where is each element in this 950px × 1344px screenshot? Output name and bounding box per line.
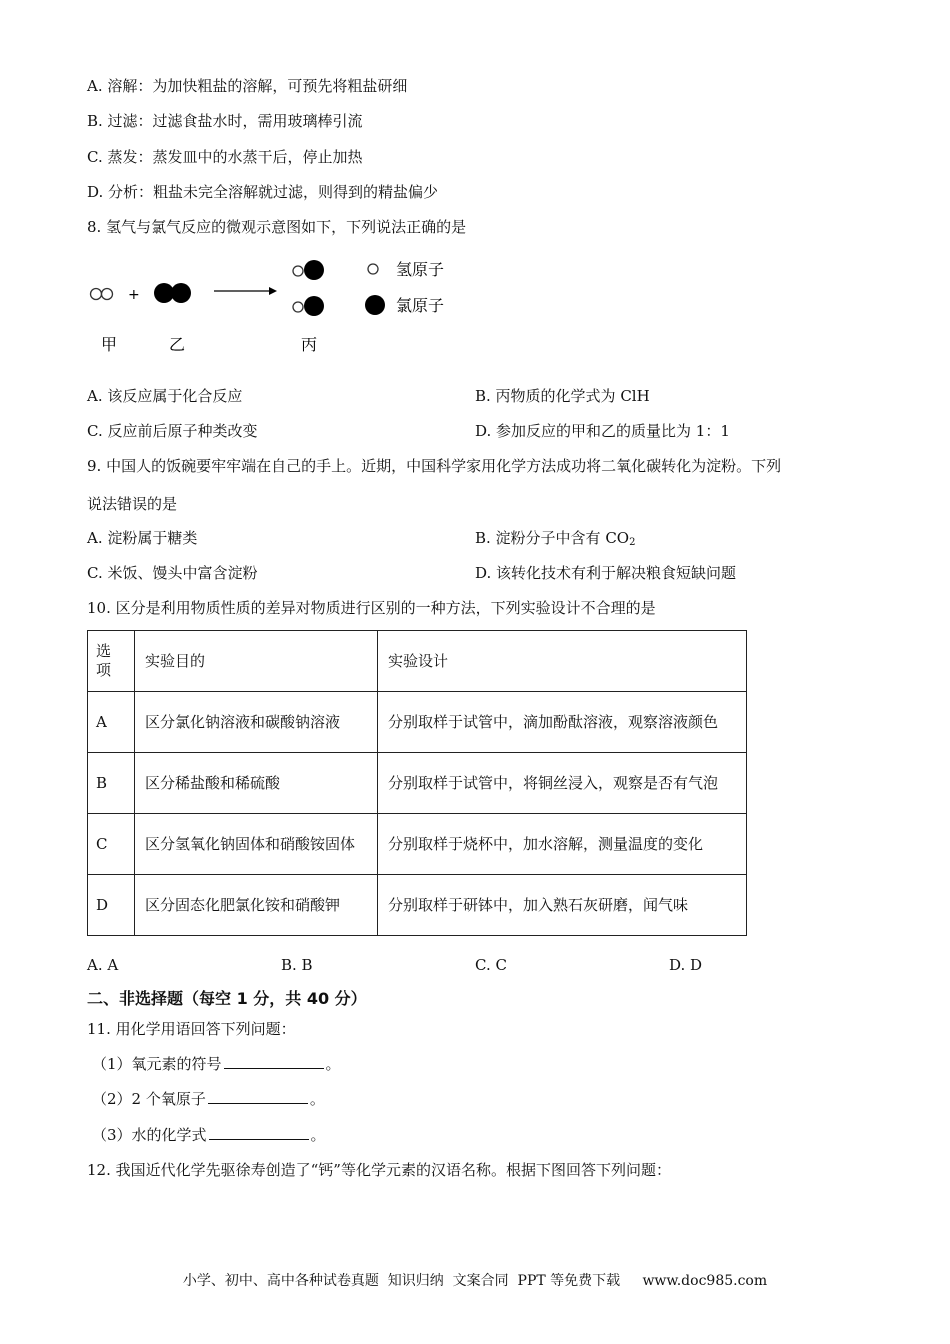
q10-option-a: A. A: [87, 956, 119, 974]
legend-chlorine: 氯原子: [396, 296, 445, 315]
row-b-purpose: 区分稀盐酸和稀硫酸: [135, 753, 378, 814]
q11-item-2: [92, 1089, 325, 1109]
molecule-bing-2: [293, 296, 324, 316]
q9-stem-line1: 9. 中国人的饭碗要牢牢端在自己的手上。近期，中国科学家用化学方法成功将二氧化碳转化为淀粉。下列: [87, 457, 782, 475]
table-row: [88, 875, 747, 936]
hydrogen-atom-icon: [368, 264, 378, 274]
experiment-table: [87, 630, 747, 936]
label-jia: 甲: [101, 335, 118, 354]
plus-sign: +: [128, 287, 140, 303]
row-d-design: 分别取样于研钵中，加入熟石灰研磨，闻气味: [378, 875, 747, 936]
q7-option-b: B. 过滤：过滤食盐水时，需用玻璃棒引流: [87, 112, 363, 130]
page-footer[interactable]: 小学、初中、高中各种试卷真题 知识归纳 文案合同 PPT 等免费下载 www.doc985.com: [182, 1273, 768, 1289]
legend-hydrogen: 氢原子: [396, 260, 445, 279]
table-header-row: [88, 631, 747, 692]
q8-stem: 8. 氢气与氯气反应的微观示意图如下，下列说法正确的是: [87, 218, 467, 236]
row-b-design: 分别取样于试管中，将铜丝浸入，观察是否有气泡: [378, 753, 747, 814]
row-a-option: A: [88, 692, 135, 753]
q11-item-1: [92, 1054, 341, 1074]
q8-option-d: D. 参加反应的甲和乙的质量比为 1：1: [475, 422, 730, 440]
q11-item-2-end: 。: [309, 1090, 325, 1108]
section-heading: 二、非选择题（每空 1 分，共 40 分）: [87, 989, 367, 1008]
row-a-design: 分别取样于试管中，滴加酚酞溶液，观察溶液颜色: [378, 692, 747, 753]
chlorine-atom-icon: [365, 295, 385, 315]
table-row: [88, 692, 747, 753]
molecule-yi: [154, 283, 191, 303]
row-c-design: 分别取样于烧杯中，加水溶解，测量温度的变化: [378, 814, 747, 875]
q9-option-b-subscript: 2: [629, 537, 636, 548]
q9-option-b-text: B. 淀粉分子中含有 CO: [475, 529, 630, 547]
q9-option-c: C. 米饭、馒头中富含淀粉: [87, 564, 258, 582]
q10-stem: 10. 区分是利用物质性质的差异对物质进行区别的一种方法，下列实验设计不合理的是: [87, 599, 656, 617]
q11-item-3-end: 。: [310, 1126, 326, 1144]
answer-blank[interactable]: [209, 1125, 309, 1140]
answer-blank[interactable]: [224, 1054, 324, 1069]
table-row: [88, 814, 747, 875]
molecule-bing-1: [293, 260, 324, 280]
row-c-purpose: 区分氢氧化钠固体和硝酸铵固体: [135, 814, 378, 875]
q8-option-b: B. 丙物质的化学式为 ClH: [475, 387, 650, 405]
molecule-jia: [91, 289, 113, 300]
q9-option-d: D. 该转化技术有利于解决粮食短缺问题: [475, 564, 737, 582]
q10-option-b: B. B: [281, 956, 313, 974]
header-purpose: 实验目的: [135, 631, 378, 692]
label-bing: 丙: [301, 335, 318, 354]
answer-blank[interactable]: [208, 1089, 308, 1104]
q11-item-1-end: 。: [325, 1055, 341, 1073]
header-design: 实验设计: [378, 631, 747, 692]
q7-option-c: C. 蒸发：蒸发皿中的水蒸干后，停止加热: [87, 148, 363, 166]
row-d-option: D: [88, 875, 135, 936]
q8-option-c: C. 反应前后原子种类改变: [87, 422, 258, 440]
q9-option-b: [475, 528, 635, 553]
q9-option-a: A. 淀粉属于糖类: [87, 529, 198, 547]
q11-item-1-text: （1）氧元素的符号: [92, 1055, 222, 1073]
q10-option-d: D. D: [669, 956, 703, 974]
q11-item-2-text: （2）2 个氧原子: [92, 1090, 206, 1108]
row-b-option: B: [88, 753, 135, 814]
q11-stem: 11. 用化学用语回答下列问题：: [87, 1020, 296, 1038]
q8-option-a: A. 该反应属于化合反应: [87, 387, 243, 405]
table-row: [88, 753, 747, 814]
arrow-icon: [214, 287, 277, 295]
label-yi: 乙: [169, 335, 186, 354]
reaction-diagram: [85, 252, 505, 362]
header-option: 选项: [88, 631, 135, 692]
q10-option-c: C. C: [475, 956, 507, 974]
q11-item-3: [92, 1125, 326, 1145]
row-a-purpose: 区分氯化钠溶液和碳酸钠溶液: [135, 692, 378, 753]
q11-item-3-text: （3）水的化学式: [92, 1126, 207, 1144]
row-d-purpose: 区分固态化肥氯化铵和硝酸钾: [135, 875, 378, 936]
q9-stem-line2: 说法错误的是: [87, 495, 178, 513]
row-c-option: C: [88, 814, 135, 875]
q12-stem: 12. 我国近代化学先驱徐寿创造了“钙”等化学元素的汉语名称。根据下图回答下列问题：: [87, 1161, 671, 1179]
q7-option-d: D. 分析：粗盐未完全溶解就过滤，则得到的精盐偏少: [87, 183, 439, 201]
q7-option-a: A. 溶解：为加快粗盐的溶解，可预先将粗盐研细: [87, 77, 408, 95]
